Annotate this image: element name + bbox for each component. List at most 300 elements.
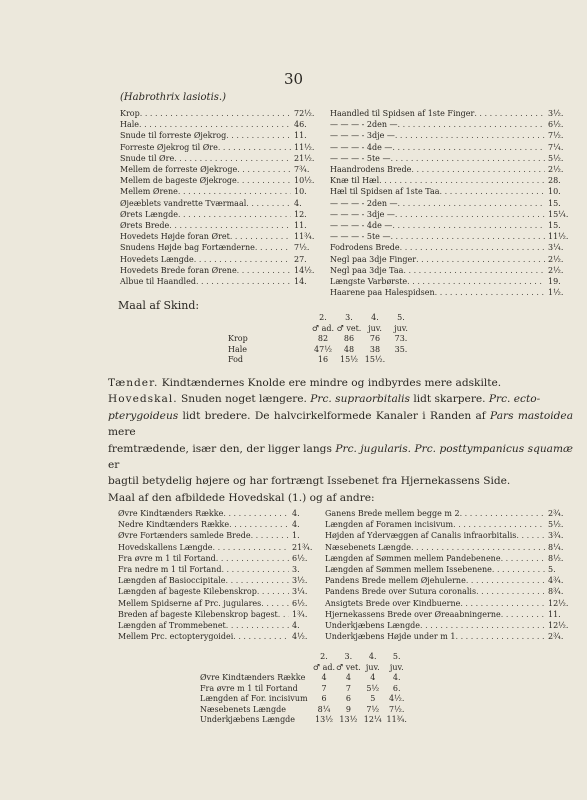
table-corner bbox=[228, 313, 310, 324]
table-cell: 6 bbox=[345, 694, 351, 703]
skull-measure-intro: Maal af den afbildede Hovedskal (1.) og af andre: bbox=[108, 491, 375, 504]
column-number: 4. bbox=[371, 313, 379, 322]
measure-label: Hovedets Længde bbox=[120, 254, 194, 264]
skull-measure-row bbox=[118, 530, 318, 541]
measure-label: Øvre Fortænders samlede Brede bbox=[118, 531, 251, 541]
measure-label: Længden af Basioccipitale bbox=[118, 576, 226, 586]
measure-label: Mellem Ørene bbox=[120, 187, 178, 197]
measure-value: 27. bbox=[294, 254, 307, 264]
leader-dots bbox=[246, 198, 291, 209]
leader-dots bbox=[257, 586, 289, 597]
measure-label: Længden af Foramen incisivum bbox=[325, 520, 454, 530]
measure-label: Mellem Spidserne af Prc. jugulares bbox=[118, 598, 262, 608]
leader-dots bbox=[255, 242, 291, 253]
body-measure-row bbox=[330, 119, 574, 130]
row-label: Længden af For. incisivum bbox=[200, 694, 308, 703]
leader-dots bbox=[501, 553, 545, 564]
measure-label: Breden af bageste Kilebenskrop bagest bbox=[118, 609, 278, 619]
body-measure-row bbox=[330, 108, 574, 119]
measure-value: 2¾. bbox=[548, 509, 564, 518]
measure-label: Pandens Brede mellem Øjehulerne bbox=[325, 576, 466, 586]
leader-dots bbox=[178, 186, 291, 197]
measure-label: Snude til forreste Øjekrog bbox=[120, 131, 227, 141]
leader-dots bbox=[169, 220, 291, 231]
body-measure-row bbox=[120, 276, 320, 287]
leader-dots bbox=[476, 586, 545, 597]
body-measure-row bbox=[330, 164, 574, 175]
measure-label: — — — - 2den — bbox=[330, 198, 398, 208]
measure-label: Øvre Kindtænders Række bbox=[118, 509, 224, 518]
measure-value: 19. bbox=[548, 277, 561, 287]
skull-measurements-table bbox=[200, 652, 409, 726]
table-cell: 12¼ bbox=[363, 715, 382, 724]
column-sex-age: ♂ ad. bbox=[311, 323, 335, 333]
measure-label: — — — - 5te — bbox=[330, 232, 391, 242]
body-measure-row bbox=[330, 130, 574, 141]
leader-dots bbox=[229, 519, 289, 530]
leader-dots bbox=[237, 175, 291, 186]
skull-measurements-left bbox=[118, 508, 318, 642]
leader-dots bbox=[460, 598, 545, 609]
body-measure-row bbox=[330, 209, 574, 220]
measure-label: Ørets Brede bbox=[120, 221, 170, 231]
leader-dots bbox=[216, 553, 289, 564]
body-measure-row bbox=[330, 142, 574, 153]
skull-measure-row bbox=[325, 508, 574, 519]
measure-label: Næsebenets Længde bbox=[325, 542, 411, 552]
leader-dots bbox=[392, 220, 545, 231]
skull-measure-row bbox=[118, 620, 318, 631]
description-text bbox=[108, 375, 573, 506]
table-cell: 48 bbox=[343, 344, 355, 354]
measure-value: 3½. bbox=[548, 109, 564, 118]
body-measure-row bbox=[120, 108, 320, 119]
table-cell: 8¼ bbox=[317, 704, 331, 714]
measure-label: Knæ til Hæl bbox=[330, 176, 380, 186]
leader-dots bbox=[223, 508, 289, 519]
body-measure-row bbox=[330, 220, 574, 231]
table-row bbox=[228, 355, 414, 366]
leader-dots bbox=[440, 186, 545, 197]
measure-value: 15¼. bbox=[548, 209, 569, 219]
measure-value: 3. bbox=[292, 565, 300, 575]
measure-label: Hæl til Spidsen af 1ste Taa bbox=[330, 187, 440, 197]
measure-label: Længden af Sømmen mellem Issebenene bbox=[325, 565, 492, 575]
measure-label: Pandens Brede over Sutura coronalis bbox=[325, 587, 477, 597]
leader-dots bbox=[251, 530, 289, 541]
measure-value: 5. bbox=[548, 565, 556, 575]
measure-value: 72½. bbox=[294, 109, 315, 118]
leader-dots bbox=[221, 564, 289, 575]
leader-dots bbox=[390, 153, 545, 164]
body-measure-row bbox=[120, 209, 320, 220]
measure-label: Hovedskallens Længde bbox=[118, 542, 213, 552]
measure-value: 7¼. bbox=[548, 142, 564, 152]
table-cell: 86 bbox=[343, 334, 355, 343]
measure-label: Nedre Kindtænders Række bbox=[118, 520, 230, 530]
body-measurements-right bbox=[330, 108, 574, 298]
measure-value: 7¾. bbox=[294, 165, 310, 175]
table-row bbox=[200, 673, 409, 684]
body-measure-row bbox=[330, 276, 574, 287]
body-measure-row bbox=[330, 186, 574, 197]
measure-value: 4. bbox=[292, 509, 300, 518]
body-measure-row bbox=[120, 220, 320, 231]
measure-value: 11½. bbox=[548, 232, 569, 242]
measure-value: 21½. bbox=[294, 153, 315, 163]
table-cell: 11¾. bbox=[386, 715, 407, 724]
column-sex-age: ♂ ad. bbox=[312, 662, 336, 672]
measure-value: 11. bbox=[294, 221, 307, 231]
table-cell: 13½ bbox=[315, 715, 333, 724]
leader-dots bbox=[460, 508, 545, 519]
skull-measure-row bbox=[325, 519, 574, 530]
leader-dots bbox=[390, 231, 545, 242]
row-label: Fra øvre m 1 til Fortand bbox=[200, 683, 298, 693]
measure-value: 1¾. bbox=[292, 609, 308, 619]
body-measure-row bbox=[120, 130, 320, 141]
leader-dots bbox=[420, 620, 545, 631]
table-cell: 4. bbox=[392, 673, 401, 682]
table-row bbox=[200, 715, 409, 726]
measure-label: Fra øvre m 1 til Fortand bbox=[118, 553, 216, 563]
body-measure-row bbox=[330, 175, 574, 186]
measure-value: 8¼. bbox=[548, 542, 564, 552]
table-cell: 4½. bbox=[389, 694, 405, 703]
measure-label: Længden af Sømmen mellem Pandebenene bbox=[325, 553, 501, 563]
skull-measure-row bbox=[118, 598, 318, 609]
measure-value: 3¼. bbox=[292, 587, 308, 597]
skull-measure-row bbox=[118, 609, 318, 620]
skull-measure-row bbox=[325, 586, 574, 597]
leader-dots bbox=[395, 209, 545, 220]
table-row bbox=[200, 684, 409, 695]
table-cell: 15½. bbox=[364, 355, 386, 364]
row-label: Fod bbox=[228, 355, 244, 364]
measure-label: Længste Varbørste bbox=[330, 277, 408, 287]
table-cell: 7 bbox=[321, 683, 327, 693]
measure-value: 7½. bbox=[548, 131, 564, 141]
table-cell bbox=[388, 355, 414, 366]
measure-label: Snudens Højde bag Fortænderne bbox=[120, 243, 255, 253]
measure-value: 12½. bbox=[548, 621, 569, 631]
skull-paragraph: Hovedskal. Snuden noget længere. Prc. supraorbitalis lidt skarpere. Prc. ecto- pterygoideus lidt bredere. De halvcirkelformede Kanaler i Randen af Pars mastoidea mere fremtrædende, især den, der ligger langs Prc. jugularis. Prc. posttympanicus squamæ er bagtil betydelig højere og har fortrængt Issebenet fra Hjernekassens Side. bbox=[108, 393, 574, 488]
measure-label: Ansigtets Brede over Kindbuerne bbox=[325, 598, 461, 608]
measure-value: 15. bbox=[548, 221, 561, 231]
measure-label: Hjernekassens Brede over Øreaabningerne bbox=[325, 609, 501, 619]
column-sex-age: juv. bbox=[368, 323, 382, 333]
table-cell: 4 bbox=[345, 673, 351, 682]
measure-label: — — — - 3dje — bbox=[330, 209, 395, 219]
body-measure-row bbox=[120, 164, 320, 175]
measure-label: Negl paa 3dje Finger bbox=[330, 254, 417, 264]
table-cell: 38 bbox=[369, 344, 381, 354]
table-cell: 6 bbox=[321, 694, 327, 703]
table-corner bbox=[200, 663, 312, 674]
measure-label: Underkjæbens Længde bbox=[325, 621, 421, 631]
measure-label: Haandrodens Brede bbox=[330, 165, 412, 175]
skull-measure-row bbox=[118, 542, 318, 553]
leader-dots bbox=[395, 130, 545, 141]
leader-dots bbox=[226, 575, 289, 586]
leader-dots bbox=[196, 276, 291, 287]
skull-measure-row bbox=[325, 530, 574, 541]
table-cell: 7 bbox=[345, 683, 351, 693]
measure-value: 11½. bbox=[294, 142, 315, 152]
leader-dots bbox=[516, 530, 545, 541]
leader-dots bbox=[407, 276, 545, 287]
body-measure-row bbox=[330, 265, 574, 276]
measure-value: 6½. bbox=[292, 598, 308, 608]
column-sex-age: ♂ vet. bbox=[336, 323, 362, 333]
leader-dots bbox=[501, 609, 545, 620]
body-measure-row bbox=[120, 265, 320, 276]
measure-label: Albue til Haandled bbox=[120, 277, 196, 287]
measure-value: 4½. bbox=[292, 632, 308, 642]
row-label: Krop bbox=[228, 334, 248, 343]
leader-dots bbox=[230, 231, 291, 242]
leader-dots bbox=[379, 175, 545, 186]
teeth-paragraph: Tænder. Kindtændernes Knolde ere mindre og indbyrdes mere adskilte. bbox=[108, 377, 502, 389]
body-measure-row bbox=[120, 119, 320, 130]
leader-dots bbox=[226, 130, 291, 141]
measure-value: 10½. bbox=[294, 176, 315, 186]
measure-value: 3½. bbox=[292, 576, 308, 586]
table-cell: 7½. bbox=[389, 704, 405, 714]
body-measure-row bbox=[330, 153, 574, 164]
measure-label: — — — - 4de — bbox=[330, 221, 393, 231]
body-measure-row bbox=[120, 242, 320, 253]
leader-dots bbox=[400, 242, 545, 253]
leader-dots bbox=[398, 198, 545, 209]
leader-dots bbox=[474, 108, 545, 119]
body-measure-row bbox=[120, 153, 320, 164]
leader-dots bbox=[411, 542, 545, 553]
row-label: Hale bbox=[228, 344, 248, 354]
leader-dots bbox=[435, 287, 545, 298]
measure-label: Haarene paa Halespidsen bbox=[330, 288, 435, 298]
measure-label: Mellem de forreste Øjekroge bbox=[120, 165, 238, 175]
leader-dots bbox=[416, 254, 545, 265]
measure-label: Længden af bageste Kilebenskrop bbox=[118, 587, 257, 597]
skull-measurements-right bbox=[325, 508, 574, 642]
measure-label: Højden af Ydervæggen af Canalis infraorbitalis bbox=[325, 531, 517, 541]
table-corner bbox=[200, 652, 312, 663]
table-row bbox=[228, 334, 414, 345]
leader-dots bbox=[237, 265, 291, 276]
skull-measure-row bbox=[118, 508, 318, 519]
measure-value: 2¾. bbox=[548, 632, 564, 642]
body-measure-row bbox=[330, 287, 574, 298]
measure-value: 14½. bbox=[294, 265, 315, 275]
measure-value: 5½. bbox=[548, 153, 564, 163]
measure-label: Underkjæbens Højde under m 1 bbox=[325, 632, 456, 642]
leader-dots bbox=[261, 598, 289, 609]
leader-dots bbox=[237, 164, 291, 175]
table-cell: 47½ bbox=[314, 344, 332, 354]
measure-value: 6½. bbox=[548, 120, 564, 130]
leader-dots bbox=[411, 164, 545, 175]
table-row bbox=[200, 705, 409, 716]
table-cell: 82 bbox=[317, 334, 329, 343]
table-cell: 73. bbox=[394, 334, 408, 343]
measure-value: 11. bbox=[294, 131, 307, 141]
leader-dots bbox=[140, 108, 291, 119]
measure-value: 6½. bbox=[292, 553, 308, 563]
measure-value: 1½. bbox=[548, 288, 564, 298]
body-measure-row bbox=[330, 254, 574, 265]
body-measure-row bbox=[120, 231, 320, 242]
measure-value: 4. bbox=[294, 198, 302, 208]
measure-value: 28. bbox=[548, 176, 561, 186]
measure-label: Mellem de bageste Øjekroge bbox=[120, 176, 237, 186]
skull-measure-row bbox=[118, 519, 318, 530]
measure-label: Krop bbox=[120, 109, 140, 118]
skin-measurements-table bbox=[228, 313, 414, 366]
measure-label: — — — - 4de — bbox=[330, 142, 393, 152]
measure-label: Øjeæblets vandrette Tværmaal bbox=[120, 198, 247, 208]
leader-dots bbox=[194, 254, 291, 265]
skull-measure-row bbox=[325, 564, 574, 575]
measure-label: — — — - 3dje — bbox=[330, 131, 395, 141]
table-cell: 5½ bbox=[366, 683, 380, 693]
leader-dots bbox=[403, 265, 545, 276]
measure-value: 15. bbox=[548, 198, 561, 208]
body-measure-row bbox=[120, 254, 320, 265]
row-label: Øvre Kindtænders Række bbox=[200, 673, 306, 682]
table-cell: 76 bbox=[369, 334, 381, 343]
measure-value: 12. bbox=[294, 209, 307, 219]
column-number: 4. bbox=[368, 652, 377, 661]
measure-value: 10. bbox=[548, 187, 561, 197]
measure-value: 5½. bbox=[548, 520, 564, 530]
skull-measure-row bbox=[325, 542, 574, 553]
body-measure-row bbox=[120, 186, 320, 197]
column-number: 5. bbox=[397, 313, 405, 322]
measure-label: Ganens Brede mellem begge m 2 bbox=[325, 509, 460, 518]
table-cell: 4 bbox=[321, 673, 327, 682]
measure-label: Mellem Prc. ectopterygoidei bbox=[118, 632, 234, 642]
measure-value: 14. bbox=[294, 277, 307, 287]
leader-dots bbox=[278, 609, 289, 620]
table-cell: 9 bbox=[345, 704, 351, 714]
page-number: 30 bbox=[283, 70, 304, 88]
measure-value: 4. bbox=[292, 520, 300, 530]
leader-dots bbox=[453, 519, 545, 530]
leader-dots bbox=[218, 142, 291, 153]
measure-value: 1. bbox=[292, 531, 300, 541]
measure-label: — — — - 5te — bbox=[330, 153, 391, 163]
row-label: Næsebenets Længde bbox=[200, 704, 286, 714]
body-measure-row bbox=[330, 231, 574, 242]
measure-label: Ørets Længde bbox=[120, 209, 178, 219]
table-row bbox=[200, 694, 409, 705]
measure-label: Negl paa 3dje Taa bbox=[330, 265, 404, 275]
measure-label: Hovedets Brede foran Ørene bbox=[120, 265, 237, 275]
measure-label: Haandled til Spidsen af 1ste Finger bbox=[330, 109, 475, 118]
body-measure-row bbox=[120, 175, 320, 186]
table-cell: 5 bbox=[370, 694, 376, 703]
leader-dots bbox=[139, 119, 291, 130]
body-measurements-left bbox=[120, 108, 320, 287]
measure-value: 3¾. bbox=[548, 531, 564, 541]
table-cell: 4 bbox=[370, 673, 376, 682]
skull-measure-row bbox=[325, 620, 574, 631]
measure-value: 8¾. bbox=[548, 587, 564, 597]
table-row bbox=[228, 345, 414, 356]
measure-value: 2½. bbox=[548, 165, 564, 175]
skull-measure-row bbox=[118, 564, 318, 575]
skull-measure-row bbox=[118, 586, 318, 597]
leader-dots bbox=[492, 564, 545, 575]
measure-value: 11¾. bbox=[294, 232, 315, 242]
measure-label: Fra nedre m 1 til Fortand bbox=[118, 565, 222, 575]
measure-value: 3¼. bbox=[548, 243, 564, 253]
skull-measure-row bbox=[118, 553, 318, 564]
measure-label: Hale bbox=[120, 120, 140, 130]
skull-measure-row bbox=[325, 609, 574, 620]
skull-measure-row bbox=[325, 575, 574, 586]
column-sex-age: juv. bbox=[365, 662, 380, 672]
leader-dots bbox=[456, 631, 546, 642]
measure-value: 46. bbox=[294, 120, 307, 130]
measure-value: 7½. bbox=[294, 243, 310, 253]
skin-heading: Maal af Skind: bbox=[118, 299, 200, 312]
leader-dots bbox=[392, 142, 545, 153]
skull-measure-row bbox=[325, 553, 574, 564]
column-number: 3. bbox=[344, 652, 353, 661]
column-sex-age: ♂ vet. bbox=[336, 662, 361, 672]
table-cell: 13½ bbox=[339, 715, 358, 724]
skull-measure-row bbox=[118, 575, 318, 586]
leader-dots bbox=[398, 119, 545, 130]
measure-label: Længden af Trommebenet bbox=[118, 621, 226, 631]
species-heading: (Habrothrix lasiotis.) bbox=[120, 92, 226, 103]
leader-dots bbox=[213, 542, 289, 553]
measure-label: — — — - 2den — bbox=[330, 120, 398, 130]
measure-label: Forreste Øjekrog til Øre bbox=[120, 142, 218, 152]
measure-value: 11. bbox=[548, 609, 561, 619]
skull-measure-row bbox=[325, 598, 574, 609]
column-number: 5. bbox=[392, 652, 401, 661]
skull-measure-row bbox=[325, 631, 574, 642]
table-cell: 6. bbox=[392, 683, 401, 693]
skull-measure-row bbox=[118, 631, 318, 642]
measure-value: 2½. bbox=[548, 254, 564, 264]
body-measure-row bbox=[330, 242, 574, 253]
measure-value: 2½. bbox=[548, 265, 564, 275]
measure-value: 4. bbox=[292, 621, 300, 631]
column-number: 2. bbox=[319, 313, 327, 322]
column-number: 2. bbox=[320, 652, 328, 661]
body-measure-row bbox=[330, 198, 574, 209]
measure-label: Snude til Øre bbox=[120, 153, 175, 163]
table-corner bbox=[228, 324, 310, 335]
measure-value: 21¾. bbox=[292, 542, 313, 552]
column-sex-age: juv. bbox=[389, 662, 404, 672]
body-measure-row bbox=[120, 198, 320, 209]
table-cell: 15½ bbox=[340, 355, 358, 364]
measure-label: Hovedets Højde foran Øret bbox=[120, 232, 230, 242]
leader-dots bbox=[226, 620, 289, 631]
table-cell: 7½ bbox=[366, 704, 380, 714]
measure-value: 8½. bbox=[548, 553, 564, 563]
leader-dots bbox=[466, 575, 545, 586]
row-label: Underkjæbens Længde bbox=[200, 715, 296, 724]
table-cell: 35. bbox=[394, 344, 408, 354]
column-sex-age: juv. bbox=[394, 323, 408, 333]
table-cell: 16 bbox=[317, 355, 329, 364]
